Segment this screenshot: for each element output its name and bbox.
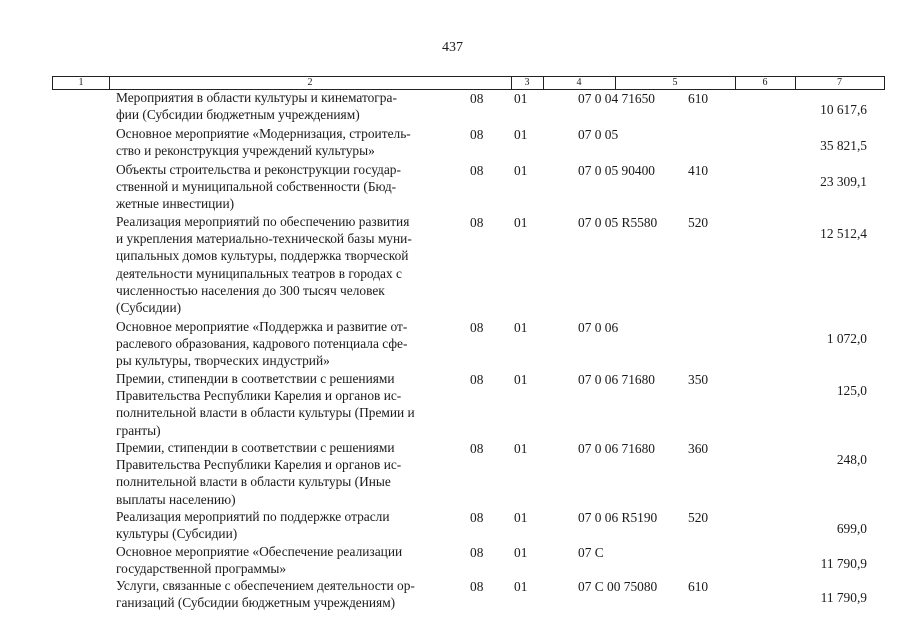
- podrazdel-cell: 01: [514, 545, 528, 560]
- row-name: [116, 213, 456, 316]
- razdel-cell: 08: [470, 510, 484, 525]
- row-name: [116, 508, 456, 542]
- expense-type-cell: 610: [688, 91, 709, 106]
- expense-type-cell: 410: [688, 163, 709, 178]
- row-name-line: Реализация мероприятий по обеспечению развития: [116, 214, 410, 229]
- row-name-line: полнительной власти в области культуры (Премии и: [116, 405, 415, 421]
- podrazdel-cell: 01: [514, 215, 528, 230]
- row-name: [116, 318, 456, 370]
- header-col-4: 4: [543, 77, 616, 89]
- razdel-cell: 08: [470, 441, 484, 456]
- target-article-cell: 07 С 00 75080: [578, 579, 658, 594]
- podrazdel-cell: 01: [514, 579, 528, 594]
- target-article-cell: 07 0 05 R5580: [578, 215, 658, 230]
- page-number: 437: [442, 40, 463, 55]
- podrazdel-cell: 01: [514, 320, 528, 335]
- row-name-line: деятельности муниципальных театров в городах с: [116, 265, 402, 281]
- row-name-line: жетные инвестиции): [116, 196, 235, 212]
- expense-type-cell: 360: [688, 441, 709, 456]
- row-name-line: ципальных домов культуры, поддержка творческой: [116, 248, 409, 264]
- header-col-1: 1: [53, 77, 110, 89]
- razdel-cell: 08: [470, 127, 484, 142]
- row-name: [116, 439, 456, 508]
- row-name-line: Реализация мероприятий по поддержке отрасли: [116, 509, 390, 524]
- header-col-7: 7: [837, 77, 842, 88]
- sum-cell: 125,0: [836, 383, 867, 398]
- row-name-line: Мероприятия в области культуры и кинематогра-: [116, 90, 397, 105]
- sum-cell: 11 790,9: [820, 556, 867, 571]
- razdel-cell: 08: [470, 545, 484, 560]
- row-name-line: Объекты строительства и реконструкции государ-: [116, 162, 401, 177]
- podrazdel-cell: 01: [514, 372, 528, 387]
- row-name-line: полнительной власти в области культуры (Иные: [116, 474, 391, 490]
- podrazdel-cell: 01: [514, 127, 528, 142]
- row-name-line: (Субсидии): [116, 300, 182, 316]
- row-name-line: Основное мероприятие «Поддержка и развитие от-: [116, 319, 408, 334]
- row-name: [116, 161, 456, 213]
- row-name: [116, 577, 456, 611]
- target-article-cell: 07 С: [578, 545, 604, 560]
- header-col-5: 5: [615, 77, 736, 89]
- row-name-line: ственной и муниципальной собственности (Бюд-: [116, 179, 397, 195]
- expense-type-cell: 610: [688, 579, 709, 594]
- podrazdel-cell: 01: [514, 91, 528, 106]
- row-name: [116, 543, 456, 577]
- row-name-line: ры культуры, творческих индустрий»: [116, 353, 330, 369]
- header-col-2: 2: [109, 77, 512, 89]
- row-name-line: ганизаций (Субсидии бюджетным учреждениям): [116, 595, 396, 611]
- target-article-cell: 07 0 05 90400: [578, 163, 655, 178]
- row-name-line: раслевого образования, кадрового потенциала сфе-: [116, 336, 408, 352]
- header-col-6: 6: [735, 77, 796, 89]
- row-name-line: культуры (Субсидии): [116, 526, 238, 542]
- row-name-line: Основное мероприятие «Обеспечение реализации: [116, 544, 403, 559]
- razdel-cell: 08: [470, 163, 484, 178]
- row-name-line: Правительства Республики Карелия и органов ис-: [116, 457, 402, 473]
- sum-cell: 12 512,4: [820, 226, 867, 241]
- row-name-line: и укрепления материально-технической базы муни-: [116, 231, 412, 247]
- row-name-line: гранты): [116, 422, 161, 438]
- target-article-cell: 07 0 06 71680: [578, 441, 655, 456]
- sum-cell: 248,0: [836, 452, 867, 467]
- expense-type-cell: 520: [688, 510, 709, 525]
- sum-cell: 10 617,6: [820, 102, 867, 117]
- podrazdel-cell: 01: [514, 510, 528, 525]
- podrazdel-cell: 01: [514, 163, 528, 178]
- razdel-cell: 08: [470, 372, 484, 387]
- row-name-line: Услуги, связанные с обеспечением деятельности ор-: [116, 578, 415, 593]
- sum-cell: 699,0: [836, 521, 867, 536]
- expense-type-cell: 350: [688, 372, 709, 387]
- razdel-cell: 08: [470, 91, 484, 106]
- row-name-line: Основное мероприятие «Модернизация, строитель-: [116, 126, 411, 141]
- target-article-cell: 07 0 06 71680: [578, 372, 655, 387]
- target-article-cell: 07 0 06 R5190: [578, 510, 658, 525]
- row-name: [116, 370, 456, 439]
- header-col-3: 3: [511, 77, 544, 89]
- row-name-line: численностью населения до 300 тысяч человек: [116, 282, 385, 298]
- sum-cell: 11 790,9: [820, 590, 867, 605]
- row-name-line: фии (Субсидии бюджетным учреждениям): [116, 107, 360, 123]
- row-name: [116, 125, 456, 159]
- razdel-cell: 08: [470, 215, 484, 230]
- target-article-cell: 07 0 04 71650: [578, 91, 655, 106]
- row-name: [116, 89, 456, 123]
- row-name-line: Премии, стипендии в соответствии с решениями: [116, 371, 395, 386]
- row-name-line: Премии, стипендии в соответствии с решениями: [116, 440, 395, 455]
- razdel-cell: 08: [470, 320, 484, 335]
- target-article-cell: 07 0 05: [578, 127, 619, 142]
- row-name-line: государственной программы»: [116, 561, 287, 577]
- row-name-line: Правительства Республики Карелия и органов ис-: [116, 388, 402, 404]
- razdel-cell: 08: [470, 579, 484, 594]
- sum-cell: 35 821,5: [820, 138, 867, 153]
- podrazdel-cell: 01: [514, 441, 528, 456]
- sum-cell: 1 072,0: [826, 331, 867, 346]
- row-name-line: выплаты населению): [116, 491, 236, 507]
- row-name-line: ство и реконструкция учреждений культуры»: [116, 143, 375, 159]
- expense-type-cell: 520: [688, 215, 709, 230]
- table-header: [52, 76, 885, 90]
- sum-cell: 23 309,1: [820, 174, 867, 189]
- target-article-cell: 07 0 06: [578, 320, 619, 335]
